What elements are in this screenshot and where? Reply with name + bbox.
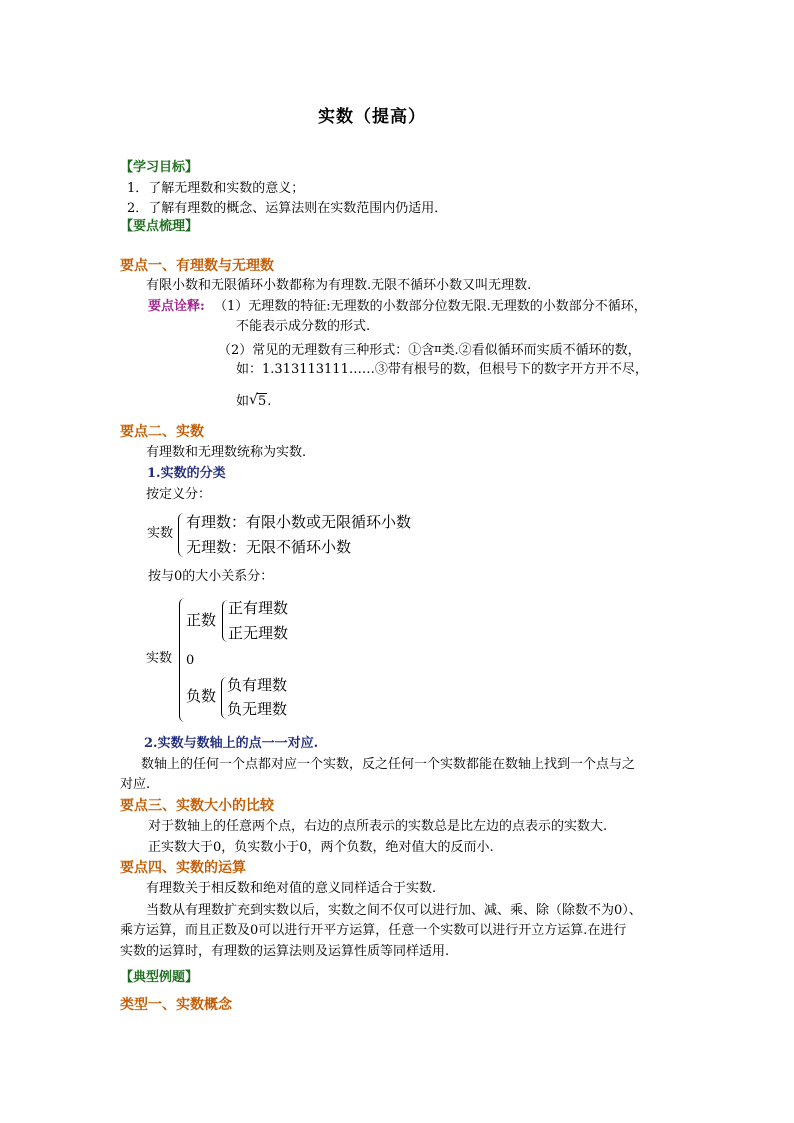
point2-line1: 有理数和无理数统称为实数. xyxy=(146,445,307,460)
point4-line2-a: 当数从有理数扩充到实数以后，实数之间不仅可以进行加、减、乘、除（除数不为0）、 xyxy=(146,903,642,918)
note1-line-a: （1）无理数的特征:无理数的小数部分位数无限.无理数的小数部分不循环， xyxy=(214,299,647,314)
negative-irrational: 负无理数 xyxy=(227,700,288,718)
learning-goals-header: 【学习目标】 xyxy=(120,160,199,175)
by-definition-label: 按定义分： xyxy=(146,487,212,502)
by-zero-label: 按与0的大小关系分： xyxy=(148,569,274,584)
irrational-definition: 无理数：无限不循环小数 xyxy=(186,538,352,556)
point3-line1: 对于数轴上的任意两个点，右边的点所表示的实数总是比左边的点表示的实数大. xyxy=(148,819,608,834)
note2-text-start: （2）常见的无理数有三种形式：①含 xyxy=(218,343,435,358)
goal-item-1: 1．了解无理数和实数的意义； xyxy=(127,181,305,196)
examples-header: 【典型例题】 xyxy=(120,970,199,985)
correspondence-subheading: 2.实数与数轴上的点一一对应. xyxy=(144,736,319,751)
brace-sign xyxy=(179,598,186,722)
note-label: 要点诠释: xyxy=(148,299,205,314)
point4-line2-b: 乘方运算，而且正数及0可以进行开平方运算，任意一个实数可以进行开立方运算.在进行 xyxy=(120,923,627,938)
note2-line-c xyxy=(236,394,271,410)
key-points-header: 【要点梳理】 xyxy=(120,219,199,234)
positive-rational: 正有理数 xyxy=(228,599,289,617)
goal-item-2: 2．了解有理数的概念、运算法则在实数范围内仍适用． xyxy=(127,201,448,216)
correspondence-line-a: 数轴上的任何一个点都对应一个实数，反之任何一个实数都能在数轴上找到一个点与之 xyxy=(141,757,636,772)
real-number-label-2: 实数 xyxy=(146,651,173,666)
point4-line1: 有理数关于相反数和绝对值的意义同样适合于实数. xyxy=(146,881,437,896)
positive-irrational: 正无理数 xyxy=(228,624,289,642)
note2-line-b: 如：1.313113111……③带有根号的数，但根号下的数字开方开不尽， xyxy=(236,362,648,377)
zero-label: 0 xyxy=(186,653,195,668)
brace-definition xyxy=(178,513,185,557)
point2-heading: 要点二、实数 xyxy=(120,424,204,440)
note1-line-b: 不能表示成分数的形式. xyxy=(236,319,371,334)
point1-heading: 要点一、有理数与无理数 xyxy=(120,258,274,274)
negative-label: 负数 xyxy=(186,687,217,705)
point3-heading: 要点三、实数大小的比较 xyxy=(120,798,274,814)
sqrt-suffix: . xyxy=(267,394,272,409)
sqrt-prefix: 如 xyxy=(236,394,250,409)
pi-symbol: π xyxy=(434,342,442,355)
sqrt-five xyxy=(249,394,267,410)
positive-label: 正数 xyxy=(186,611,217,629)
sqrt-sign: √ xyxy=(249,392,258,408)
note2-text-end: 类.②看似循环而实质不循环的数， xyxy=(441,343,641,358)
classification-subheading: 1.实数的分类 xyxy=(147,466,226,481)
point3-line2: 正实数大于0，负实数小于0，两个负数，绝对值大的反而小. xyxy=(148,840,494,855)
point1-line1: 有限小数和无限循环小数都称为有理数.无限不循环小数又叫无理数. xyxy=(146,278,532,293)
type1-heading: 类型一、实数概念 xyxy=(120,997,232,1013)
note2-line-a xyxy=(218,341,641,359)
correspondence-line-b: 对应. xyxy=(120,777,151,792)
page-title: 实数（提高） xyxy=(318,107,426,127)
point4-line2-c: 实数的运算时，有理数的运算法则及运算性质等同样适用. xyxy=(120,944,450,959)
negative-rational: 负有理数 xyxy=(227,676,288,694)
rational-definition: 有理数：有限小数或无限循环小数 xyxy=(186,513,412,531)
sqrt-radicand: 5 xyxy=(258,394,267,409)
point4-heading: 要点四、实数的运算 xyxy=(120,860,246,876)
real-number-label-1: 实数 xyxy=(147,526,174,541)
